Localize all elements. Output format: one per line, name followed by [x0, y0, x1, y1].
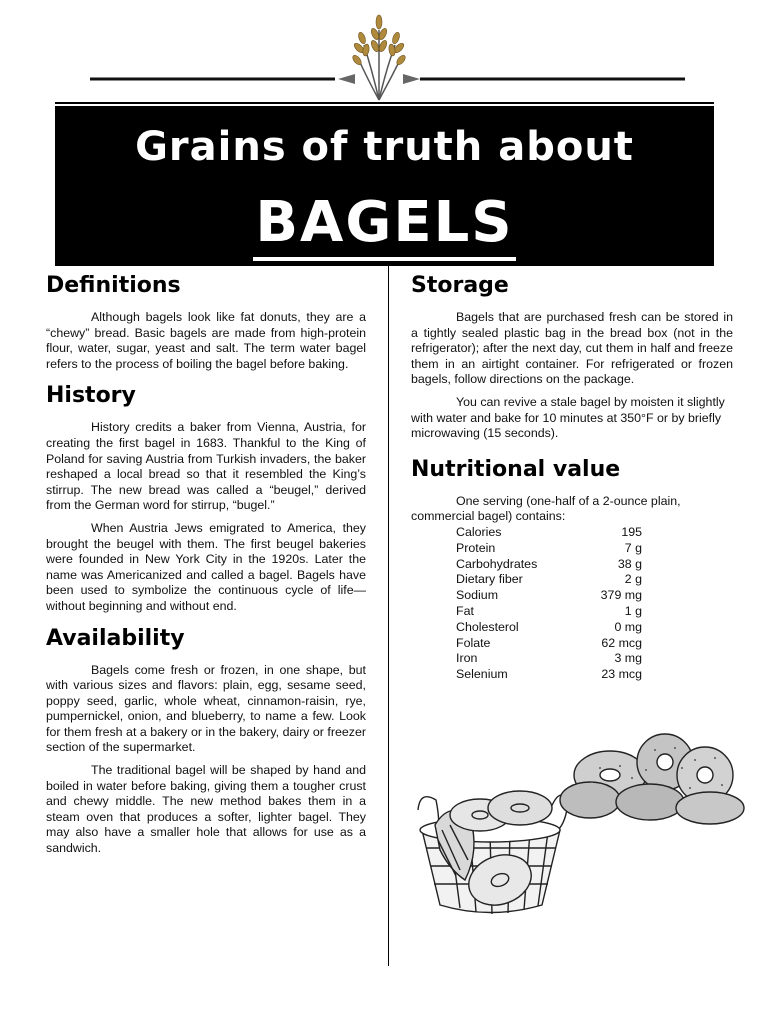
- bagel-basket-illustration-icon: [410, 730, 750, 930]
- definitions-heading: Definitions: [46, 273, 181, 298]
- nutrition-table-body: [456, 525, 666, 683]
- section-availability: [46, 625, 366, 857]
- definitions-paragraph-1: Although bagels look like fat donuts, they are a “chewy” bread. Basic bagels are made from high-protein flour, water, sugar, yeast and salt. The term water bagel refers to the process of boiling the bagel before baking.: [46, 310, 366, 371]
- nutrition-row: [456, 636, 666, 652]
- nutrition-row: [456, 620, 666, 636]
- nutrient-name: Calories: [456, 524, 502, 539]
- nutrition-row: [456, 525, 666, 541]
- nutrient-name: Selenium: [456, 667, 508, 682]
- availability-paragraph-2: The traditional bagel will be shaped by hand and boiled in water before baking, giving them a tougher crust and chewy middle. The new method bakes them in a steam oven that produces a softer, lighter bagel. They may also have a smaller hole that allows for use as a sandwich.: [46, 763, 366, 856]
- nutrient-value: 7 g: [624, 540, 642, 555]
- availability-heading: Availability: [46, 625, 185, 651]
- nutrition-row: [456, 667, 666, 683]
- title-banner: [55, 106, 714, 266]
- history-paragraph-2: When Austria Jews emigrated to America, they brought the beugel with them. The first beugel bakeries were founded in New York City in the 1920s. Later the name was Americanized and called a bagel. Bagels have been used to symbolize the continuous cycle of life—without beginning and without end.: [46, 520, 366, 613]
- nutrition-row: [456, 572, 666, 588]
- nutrient-value: 195: [621, 524, 642, 539]
- nutrient-value: 0 mg: [614, 619, 642, 634]
- nutrient-value: 3 mg: [614, 651, 642, 666]
- nutrient-value: 23 mcg: [601, 667, 642, 682]
- nutrient-value: 379 mg: [600, 588, 642, 603]
- nutrient-value: 62 mcg: [601, 635, 642, 650]
- storage-heading: Storage: [411, 273, 509, 298]
- nutrient-name: Fat: [456, 603, 474, 618]
- nutrient-value: 1 g: [624, 603, 642, 618]
- nutrient-value: 38 g: [617, 556, 642, 571]
- nutrient-name: Dietary fiber: [456, 572, 523, 587]
- nutrition-heading: Nutritional value: [411, 456, 621, 482]
- nutrient-name: Sodium: [456, 588, 499, 603]
- left-column: [46, 272, 366, 867]
- nutrient-name: Iron: [456, 651, 478, 666]
- banner-title-wrap: [55, 190, 714, 255]
- nutrition-intro: One serving (one-half of a 2-ounce plain, commercial bagel) contains:: [411, 493, 681, 524]
- section-storage: [411, 272, 733, 442]
- history-heading: History: [46, 383, 136, 409]
- nutrition-row: [456, 557, 666, 573]
- nutrient-name: Protein: [456, 540, 496, 555]
- section-history: [46, 382, 366, 614]
- nutrition-row: [456, 604, 666, 620]
- nutrient-name: Folate: [456, 635, 491, 650]
- section-definitions: [46, 272, 366, 372]
- right-column: [411, 272, 733, 693]
- nutrition-row: [456, 588, 666, 604]
- nutrient-name: Carbohydrates: [456, 556, 538, 571]
- nutrient-value: 2 g: [624, 572, 642, 587]
- nutrient-name: Cholesterol: [456, 619, 519, 634]
- availability-paragraph-1: Bagels come fresh or frozen, in one shape, but with various sizes and flavors: plain, egg, sesame seed, poppy seed, garlic, whole wheat, cinnamon-raisin, rye, pumpernickel, onion, and blueberry, to name a few. Look for them fresh at a bakery or in the bakery, dairy or freezer section of the supermarket.: [46, 662, 366, 755]
- wheat-ornament-icon: [0, 0, 768, 104]
- nutrition-row: [456, 541, 666, 557]
- history-paragraph-1: History credits a baker from Vienna, Austria, for creating the first bagel in 1683. Thankful to the King of Poland for saving Austria from Turkish invaders, the baker reshaped a local bread so that it resembled the King’s stirrup. The new bread was called a “beugel,” derived from the German word for stirrup, “bugel.”: [46, 420, 366, 513]
- section-nutrition: [411, 456, 733, 683]
- storage-paragraph-1: Bagels that are purchased fresh can be stored in a tightly sealed plastic bag in the bread box (not in the refrigerator); after the next day, cut them in half and freeze them in an airtight container. For refrigerated or frozen bagels, follow directions on the package.: [411, 310, 733, 387]
- nutrition-row: [456, 651, 666, 667]
- banner-title: BAGELS: [253, 190, 515, 261]
- nutrition-table: [456, 525, 666, 683]
- banner-subtitle: Grains of truth about: [135, 124, 634, 170]
- storage-paragraph-2: You can revive a stale bagel by moisten it slightly with water and bake for 10 minutes at 350°F or by briefly microwaving (15 seconds).: [411, 394, 725, 441]
- banner-top-rule: [55, 102, 714, 104]
- column-divider: [388, 266, 389, 966]
